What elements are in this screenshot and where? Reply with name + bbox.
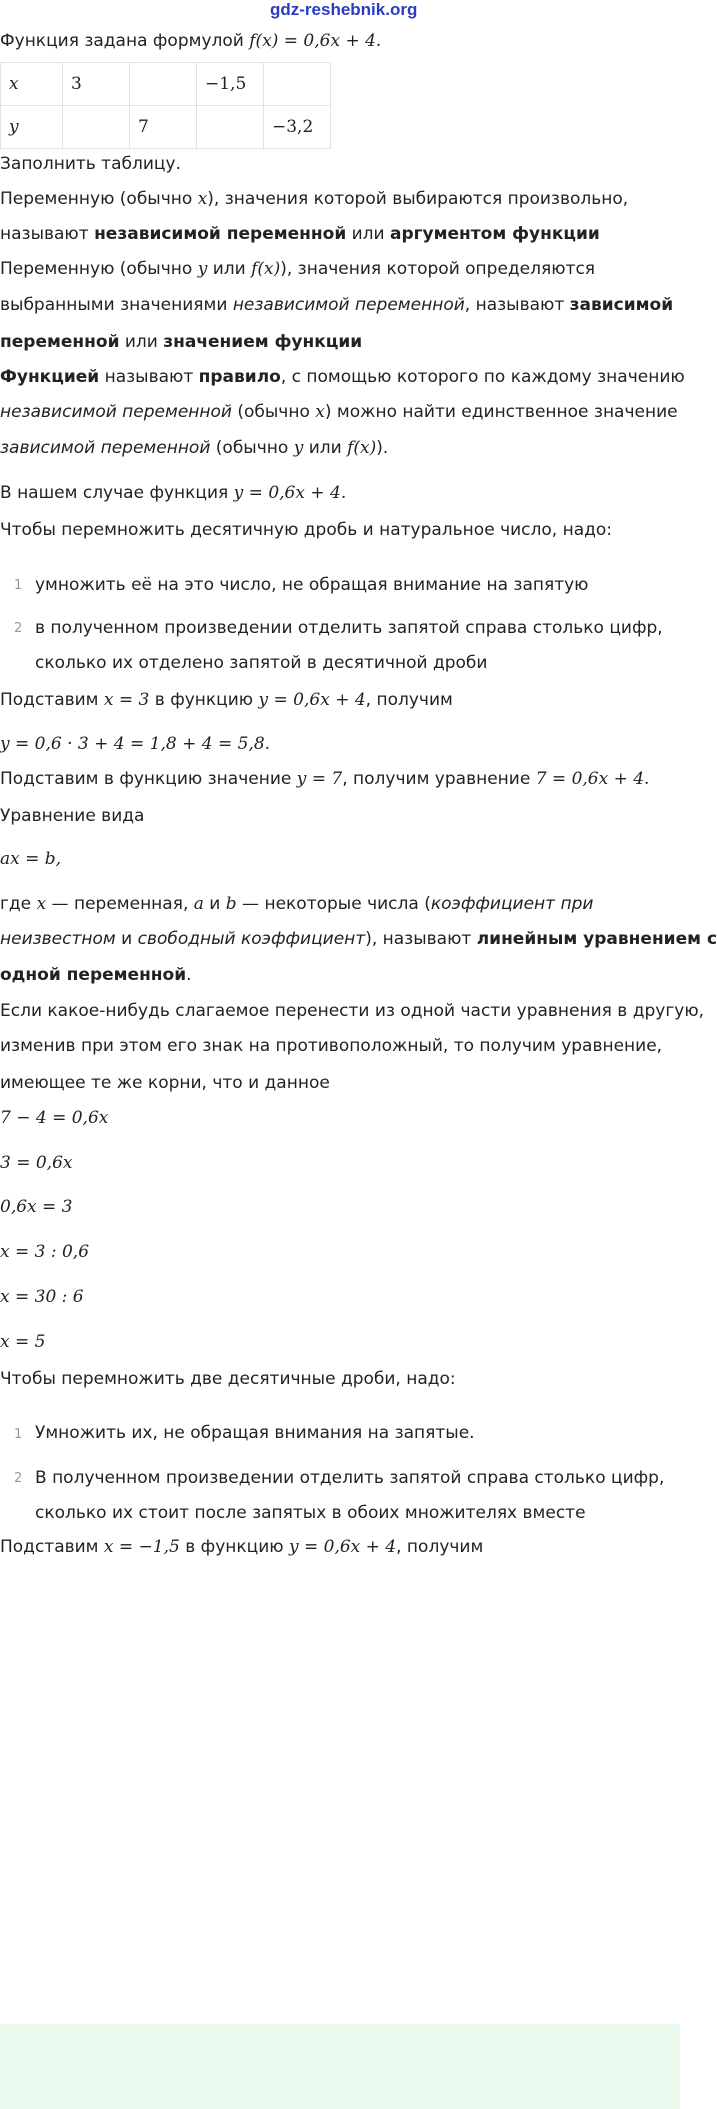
def2-line3: переменной или значением функции [0, 332, 363, 352]
table-cell: x [1, 63, 63, 106]
eq1: y = 0,6 · 3 + 4 = 1,8 + 4 = 5,8. [0, 734, 271, 754]
table-cell [264, 63, 331, 106]
linear-line2: неизвестном и свободный коэффициент), называют линейным уравнением с [0, 929, 717, 949]
linear-line1: где x — переменная, a и b — некоторые числа (коэффициент при [0, 894, 594, 914]
table-cell [63, 106, 130, 149]
our-case: В нашем случае функция y = 0,6x + 4. [0, 483, 347, 503]
table-row [1, 63, 331, 106]
list-number: 2 [14, 621, 23, 636]
def2-line2: выбранными значениями независимой переменной, называют зависимой [0, 295, 674, 315]
table-cell: −1,5 [197, 63, 264, 106]
solve1-step: 7 − 4 = 0,6x [0, 1108, 109, 1128]
list-number: 1 [14, 1427, 23, 1442]
intro-formula: f(x) = 0,6x + 4. [249, 31, 382, 51]
solve1-step: 0,6x = 3 [0, 1197, 73, 1217]
table-cell: 3 [63, 63, 130, 106]
sub2-line: Подставим в функцию значение y = 7, получим уравнение 7 = 0,6x + 4. [0, 769, 650, 789]
site-header-link[interactable]: gdz-reshebnik.org [270, 0, 418, 19]
sub3-line: Подставим x = −1,5 в функцию y = 0,6x + 4, получим [0, 1537, 484, 1557]
rule2-step2a: В полученном произведении отделить запятой справа столько цифр, [35, 1468, 665, 1488]
transfer-line3: имеющее те же корни, что и данное [0, 1073, 330, 1093]
table-row [1, 106, 331, 149]
def3-line3: зависимой переменной (обычно y или f(x)). [0, 438, 389, 458]
list-number: 1 [14, 578, 23, 593]
rule1-step1: умножить её на это число, не обращая внимание на запятую [35, 575, 589, 595]
list-number: 2 [14, 1471, 23, 1486]
rule2-step2b: сколько их стоит после запятых в обоих множителях вместе [35, 1503, 586, 1523]
intro-line: Функция задана формулой f(x) = 0,6x + 4. [0, 31, 382, 51]
table-cell: 7 [130, 106, 197, 149]
solve1-step: x = 30 : 6 [0, 1287, 84, 1307]
linear-line3: одной переменной. [0, 965, 192, 985]
rule1-step2b: сколько их отделено запятой в десятичной дроби [35, 653, 488, 673]
table-cell: −3,2 [264, 106, 331, 149]
table-cell: y [1, 106, 63, 149]
def3-line2: независимой переменной (обычно x) можно найти единственное значение [0, 402, 678, 422]
linear-eq: ax = b, [0, 849, 62, 869]
table-cell [130, 63, 197, 106]
table-initial [0, 62, 331, 149]
rule2-step1: Умножить их, не обращая внимания на запятые. [35, 1423, 475, 1443]
solve1-step: x = 5 [0, 1332, 46, 1352]
rule1-step2a: в полученном произведении отделить запятой справа столько цифр, [35, 618, 663, 638]
solve1-step: x = 3 : 0,6 [0, 1242, 90, 1262]
solve1-step: 3 = 0,6x [0, 1153, 73, 1173]
rule1-title: Чтобы перемножить десятичную дробь и натуральное число, надо: [0, 520, 612, 540]
rule2-title: Чтобы перемножить две десятичные дроби, надо: [0, 1369, 456, 1389]
def1-line2: называют независимой переменной или аргументом функции [0, 224, 600, 244]
def3-line1: Функцией называют правило, с помощью которого по каждому значению [0, 367, 685, 387]
sub1-line: Подставим x = 3 в функцию y = 0,6x + 4, получим [0, 690, 453, 710]
answer-highlight [0, 2024, 680, 2109]
task-text: Заполнить таблицу. [0, 154, 181, 174]
linear-title: Уравнение вида [0, 806, 145, 826]
table-cell [197, 106, 264, 149]
def1-line1: Переменную (обычно x), значения которой выбираются произвольно, [0, 189, 629, 209]
def2-line1: Переменную (обычно y или f(x)), значения которой определяются [0, 259, 596, 279]
transfer-line1: Если какое-нибудь слагаемое перенести из одной части уравнения в другую, [0, 1001, 705, 1021]
transfer-line2: изменив при этом его знак на противоположный, то получим уравнение, [0, 1036, 663, 1056]
